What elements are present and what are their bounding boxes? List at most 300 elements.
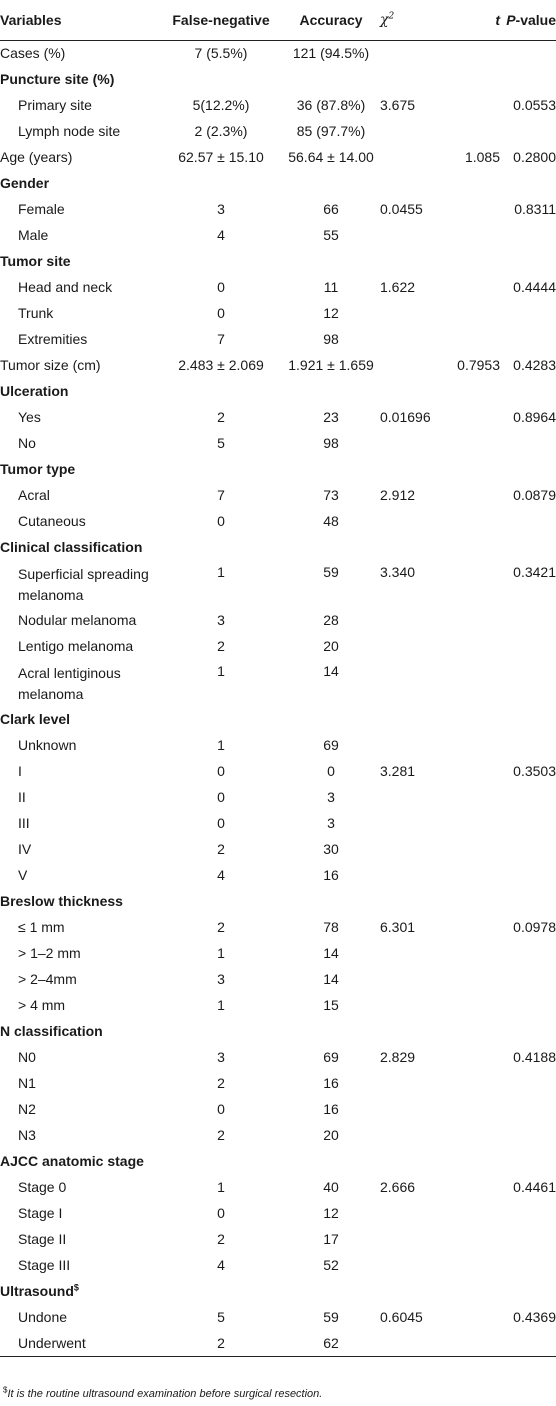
- row-label: [0, 1304, 160, 1330]
- table-row: [0, 144, 556, 170]
- accuracy-cell: 14: [323, 971, 339, 987]
- t-cell: [450, 430, 500, 456]
- section-spacer: [160, 66, 556, 92]
- accuracy-cell: 17: [323, 1231, 339, 1247]
- accuracy-cell: 78: [323, 919, 339, 935]
- chi-square-cell: [380, 40, 450, 66]
- t-cell: [450, 836, 500, 862]
- p-value-cell: [500, 118, 556, 144]
- section-spacer: [160, 1278, 556, 1304]
- table-row: [0, 118, 556, 144]
- chi-square-cell: 3.340: [380, 564, 416, 580]
- t-cell: [450, 1304, 500, 1330]
- chi-square-cell: [380, 784, 450, 810]
- table-row: [0, 1304, 556, 1330]
- t-cell: [450, 810, 500, 836]
- section-row: [0, 456, 556, 482]
- false-negative-cell: 3: [217, 1049, 225, 1065]
- row-label-text: N classification: [0, 1023, 103, 1039]
- p-value-cell: 0.4444: [513, 279, 556, 295]
- false-negative-cell: 0: [217, 763, 225, 779]
- accuracy-cell: 59: [323, 564, 339, 580]
- row-label: [0, 1226, 160, 1252]
- section-spacer: [160, 534, 556, 560]
- chi-square-cell: 3.281: [380, 763, 416, 779]
- row-label-text: Tumor type: [0, 461, 76, 477]
- section-label: [0, 706, 160, 732]
- accuracy-cell: 40: [323, 1179, 339, 1195]
- chi-square-cell: [380, 118, 450, 144]
- false-negative-cell: 2: [217, 841, 225, 857]
- table-row: [0, 862, 556, 888]
- row-label-text: N0: [18, 1049, 36, 1065]
- t-cell: [450, 607, 500, 633]
- row-label-text: Ultrasound: [0, 1283, 74, 1299]
- t-cell: [450, 1096, 500, 1122]
- false-negative-cell: 2: [217, 1127, 225, 1143]
- section-label: [0, 888, 160, 914]
- accuracy-cell: 14: [323, 663, 339, 679]
- section-label: [0, 1018, 160, 1044]
- row-label-text: Tumor site: [0, 253, 71, 269]
- table-row: [0, 300, 556, 326]
- row-label: [0, 1330, 160, 1356]
- row-label-text: Female: [18, 201, 65, 217]
- row-label: [0, 914, 160, 940]
- row-label: [0, 430, 160, 456]
- accuracy-cell: 52: [323, 1257, 339, 1273]
- false-negative-cell: 0: [217, 305, 225, 321]
- footnote-marker: $: [73, 1282, 79, 1293]
- row-label: [0, 508, 160, 534]
- table-row: [0, 1226, 556, 1252]
- row-label-text: Male: [18, 227, 49, 243]
- row-label: [0, 40, 160, 66]
- row-label: [0, 118, 160, 144]
- p-value-cell: [500, 1096, 556, 1122]
- row-label-text: Clark level: [0, 711, 71, 727]
- accuracy-cell: 14: [323, 945, 339, 961]
- row-label: [0, 758, 160, 784]
- row-label-text: Primary site: [18, 97, 92, 113]
- p-value-cell: [500, 1252, 556, 1278]
- row-label: [0, 326, 160, 352]
- t-cell: [450, 940, 500, 966]
- table-row: [0, 992, 556, 1018]
- row-label: [0, 607, 160, 633]
- row-label: [0, 92, 160, 118]
- header-chi-square: [380, 0, 450, 40]
- false-negative-cell: 0: [217, 815, 225, 831]
- row-label-text: Stage I: [18, 1205, 63, 1221]
- false-negative-cell: 0: [217, 513, 225, 529]
- t-cell: [450, 1252, 500, 1278]
- row-label: [0, 966, 160, 992]
- accuracy-cell: 12: [323, 305, 339, 321]
- row-label-text: N3: [18, 1127, 36, 1143]
- chi-square-cell: [380, 508, 450, 534]
- chi-square-cell: 0.6045: [380, 1309, 423, 1325]
- section-row: [0, 248, 556, 274]
- chi-square-cell: [380, 144, 450, 170]
- row-label-text: II: [18, 789, 26, 805]
- p-value-cell: [500, 732, 556, 758]
- section-spacer: [160, 248, 556, 274]
- p-value-cell: 0.4188: [513, 1049, 556, 1065]
- accuracy-cell: 12: [323, 1205, 339, 1221]
- chi-square-cell: [380, 326, 450, 352]
- row-label-text: Trunk: [18, 305, 54, 321]
- row-label-text: Tumor size (cm): [0, 357, 101, 373]
- t-cell: [450, 732, 500, 758]
- section-label: [0, 378, 160, 404]
- row-label-text: N2: [18, 1101, 36, 1117]
- false-negative-cell: 3: [217, 612, 225, 628]
- table-row: [0, 40, 556, 66]
- section-row: [0, 1148, 556, 1174]
- chi-square-cell: 0.01696: [380, 409, 431, 425]
- accuracy-cell: 16: [323, 1101, 339, 1117]
- t-cell: [450, 118, 500, 144]
- false-negative-cell: 1: [217, 945, 225, 961]
- row-label-text: Age (years): [0, 149, 73, 165]
- section-label: [0, 248, 160, 274]
- t-cell: [450, 862, 500, 888]
- row-label: [0, 300, 160, 326]
- accuracy-cell: 1.921 ± 1.659: [288, 357, 374, 373]
- table-row: [0, 1044, 556, 1070]
- row-label: [0, 144, 160, 170]
- t-cell: [450, 633, 500, 659]
- table-row: [0, 914, 556, 940]
- p-value-cell: 0.0879: [513, 487, 556, 503]
- row-label-text: Clinical classification: [0, 539, 143, 555]
- accuracy-cell: 59: [323, 1309, 339, 1325]
- p-value-cell: [500, 1226, 556, 1252]
- accuracy-cell: 56.64 ± 14.00: [288, 149, 374, 165]
- row-label-text: > 1–2 mm: [18, 945, 81, 961]
- row-label: [0, 1044, 160, 1070]
- row-label-text: Stage III: [18, 1257, 71, 1273]
- accuracy-cell: 36 (87.8%): [296, 97, 366, 113]
- chi-square-cell: [380, 732, 450, 758]
- chi-square-cell: 2.829: [380, 1049, 416, 1065]
- t-cell: [450, 1044, 500, 1070]
- p-value-cell: [500, 508, 556, 534]
- false-negative-cell: 5(12.2%): [192, 97, 250, 113]
- false-negative-cell: 4: [217, 1257, 225, 1273]
- p-value-cell: 0.4461: [513, 1179, 556, 1195]
- chi-square-cell: [380, 836, 450, 862]
- p-value-cell: [500, 40, 556, 66]
- row-label-text: AJCC anatomic stage: [0, 1153, 144, 1169]
- row-label: [0, 732, 160, 758]
- t-cell: [450, 758, 500, 784]
- section-spacer: [160, 706, 556, 732]
- table-row: [0, 607, 556, 633]
- accuracy-cell: 16: [323, 867, 339, 883]
- false-negative-cell: 4: [217, 867, 225, 883]
- p-value-cell: [500, 633, 556, 659]
- table-row: [0, 430, 556, 456]
- accuracy-cell: 55: [323, 227, 339, 243]
- row-label-text: Acral lentiginous melanoma: [18, 665, 121, 702]
- false-negative-cell: 1: [217, 997, 225, 1013]
- false-negative-cell: 0: [217, 1205, 225, 1221]
- accuracy-cell: 121 (94.5%): [292, 45, 370, 62]
- t-cell: [450, 40, 500, 66]
- accuracy-cell: 73: [323, 487, 339, 503]
- chi-square-cell: 1.622: [380, 279, 416, 295]
- t-cell: [450, 1174, 500, 1200]
- section-row: [0, 1018, 556, 1044]
- t-cell: [450, 784, 500, 810]
- t-cell: 0.7953: [457, 357, 500, 373]
- t-cell: [450, 914, 500, 940]
- header-t: t: [450, 0, 500, 40]
- row-label-text: Ulceration: [0, 383, 69, 399]
- false-negative-cell: 2 (2.3%): [194, 123, 248, 139]
- table-row: [0, 1200, 556, 1226]
- t-cell: [450, 659, 500, 706]
- p-value-cell: 0.4283: [513, 357, 556, 373]
- accuracy-cell: 16: [323, 1075, 339, 1091]
- false-negative-cell: 7: [217, 487, 225, 503]
- header-variables: Variables: [0, 0, 160, 40]
- chi-superscript: 2: [388, 11, 395, 22]
- p-value-cell: 0.0978: [513, 919, 556, 935]
- p-value-cell: 0.3503: [513, 763, 556, 779]
- section-label: [0, 456, 160, 482]
- accuracy-cell: 62: [282, 1330, 380, 1356]
- accuracy-cell: 3: [327, 815, 335, 831]
- chi-square-cell: [380, 352, 450, 378]
- t-cell: [450, 1330, 500, 1356]
- row-label: [0, 1096, 160, 1122]
- table-row: [0, 1330, 556, 1356]
- row-label-text: N1: [18, 1075, 36, 1091]
- chi-square-cell: 3.675: [380, 97, 416, 113]
- p-value-cell: [500, 1330, 556, 1356]
- false-negative-cell: 7 (5.5%): [194, 45, 248, 62]
- false-negative-cell: 5: [217, 435, 225, 451]
- table-row: [0, 836, 556, 862]
- table-row: [0, 633, 556, 659]
- row-label-text: Acral: [18, 487, 50, 503]
- table-row: [0, 940, 556, 966]
- chi-square-cell: [380, 1226, 450, 1252]
- accuracy-cell: 66: [323, 201, 339, 217]
- section-row: [0, 170, 556, 196]
- table-row: [0, 482, 556, 508]
- p-value-cell: 0.8964: [513, 409, 556, 425]
- false-negative-cell: 1: [217, 663, 225, 679]
- p-value-cell: [500, 992, 556, 1018]
- t-cell: [450, 1070, 500, 1096]
- row-label: [0, 784, 160, 810]
- t-cell: [450, 404, 500, 430]
- p-value-cell: [500, 862, 556, 888]
- t-cell: [450, 482, 500, 508]
- section-label: [0, 1278, 160, 1304]
- table-row: [0, 1070, 556, 1096]
- accuracy-cell: 28: [323, 612, 339, 628]
- false-negative-cell: 1: [217, 564, 225, 580]
- t-cell: 1.085: [464, 149, 500, 165]
- row-label-text: Undone: [18, 1309, 68, 1325]
- chi-square-cell: 0.0455: [380, 201, 423, 217]
- t-cell: [450, 92, 500, 118]
- table-row: [0, 326, 556, 352]
- row-label-text: IV: [18, 841, 32, 857]
- p-value-cell: [500, 607, 556, 633]
- accuracy-cell: 48: [323, 513, 339, 529]
- header-row: [0, 0, 556, 40]
- p-value-cell: [500, 1200, 556, 1226]
- chi-square-cell: [380, 222, 450, 248]
- row-label-text: Superficial spreading melanoma: [18, 566, 149, 603]
- false-negative-cell: 0: [217, 789, 225, 805]
- false-negative-cell: 1: [217, 737, 225, 753]
- row-label-text: Lymph node site: [18, 123, 121, 139]
- row-label: [0, 836, 160, 862]
- chi-square-cell: 6.301: [380, 919, 416, 935]
- p-value-cell: [500, 326, 556, 352]
- accuracy-cell: 0: [327, 763, 335, 779]
- p-value-cell: [500, 1070, 556, 1096]
- p-value-cell: [500, 940, 556, 966]
- p-value-cell: [500, 836, 556, 862]
- row-label-text: Yes: [18, 409, 41, 425]
- row-label: [0, 196, 160, 222]
- false-negative-cell: 0: [217, 1101, 225, 1117]
- section-row: [0, 534, 556, 560]
- row-label: [0, 560, 160, 607]
- chi-square-cell: [380, 992, 450, 1018]
- section-label: [0, 66, 160, 92]
- false-negative-cell: 3: [217, 201, 225, 217]
- accuracy-cell: 69: [323, 1049, 339, 1065]
- chi-square-cell: [380, 300, 450, 326]
- row-label: [0, 404, 160, 430]
- row-label: [0, 862, 160, 888]
- footnote-symbol: $: [3, 1385, 8, 1395]
- row-label-text: III: [18, 815, 30, 831]
- row-label-text: Stage II: [18, 1231, 67, 1247]
- t-cell: [450, 274, 500, 300]
- table-row: [0, 732, 556, 758]
- accuracy-cell: 15: [323, 997, 339, 1013]
- row-label: [0, 1070, 160, 1096]
- false-negative-cell: 4: [217, 227, 225, 243]
- accuracy-cell: 98: [323, 331, 339, 347]
- chi-square-cell: 2.666: [380, 1179, 416, 1195]
- row-label: [0, 482, 160, 508]
- header-accuracy: Accuracy: [282, 0, 380, 40]
- accuracy-cell: 11: [323, 279, 339, 295]
- table-row: [0, 196, 556, 222]
- row-label: [0, 222, 160, 248]
- chi-symbol: χ: [380, 11, 389, 28]
- table-row: [0, 1122, 556, 1148]
- header-false-negative: False-negative: [160, 0, 282, 40]
- section-spacer: [160, 170, 556, 196]
- chi-square-cell: 2.912: [380, 487, 416, 503]
- t-cell: [450, 222, 500, 248]
- false-negative-cell: 2: [217, 1075, 225, 1091]
- p-value-cell: [500, 300, 556, 326]
- t-cell: [450, 326, 500, 352]
- row-label-text: Cases (%): [0, 45, 66, 62]
- row-label-text: Breslow thickness: [0, 893, 123, 909]
- p-value-cell: [500, 659, 556, 706]
- table-row: [0, 1096, 556, 1122]
- table-row: [0, 784, 556, 810]
- p-value-cell: 0.4369: [513, 1309, 556, 1325]
- chi-square-cell: [380, 1070, 450, 1096]
- p-value-cell: 0.2800: [513, 149, 556, 165]
- table-row: [0, 222, 556, 248]
- p-value-cell: 0.8311: [514, 201, 556, 217]
- t-cell: [450, 300, 500, 326]
- p-value-cell: [500, 966, 556, 992]
- p-value-cell: [500, 430, 556, 456]
- row-label-text: ≤ 1 mm: [18, 919, 65, 935]
- row-label-text: Gender: [0, 175, 50, 191]
- row-label-text: Puncture site (%): [0, 71, 115, 87]
- false-negative-cell: 7: [217, 331, 225, 347]
- false-negative-cell: 2: [217, 409, 225, 425]
- p-value-cell: [500, 1122, 556, 1148]
- row-label-text: Head and neck: [18, 279, 113, 295]
- accuracy-cell: 69: [323, 737, 339, 753]
- accuracy-cell: 3: [327, 789, 335, 805]
- section-row: [0, 706, 556, 732]
- false-negative-cell: 2: [217, 919, 225, 935]
- p-value-cell: [500, 222, 556, 248]
- row-label: [0, 1200, 160, 1226]
- accuracy-cell: 98: [323, 435, 339, 451]
- t-cell: [450, 992, 500, 1018]
- chi-square-cell: [380, 1096, 450, 1122]
- p-value-cell: 0.0553: [513, 97, 556, 113]
- chi-square-cell: [380, 1252, 450, 1278]
- t-cell: [450, 196, 500, 222]
- row-label-text: Cutaneous: [18, 513, 86, 529]
- false-negative-cell: 3: [217, 971, 225, 987]
- row-label-text: > 4 mm: [18, 997, 66, 1013]
- row-label: [0, 659, 160, 706]
- row-label: [0, 633, 160, 659]
- row-label-text: Unknown: [18, 737, 77, 753]
- section-spacer: [160, 888, 556, 914]
- accuracy-cell: 20: [323, 638, 339, 654]
- section-spacer: [160, 456, 556, 482]
- table-row: [0, 508, 556, 534]
- p-value-cell: [500, 810, 556, 836]
- false-negative-cell: 1: [217, 1179, 225, 1195]
- footnote-text: It is the routine ultrasound examination before surgical resection.: [7, 1388, 323, 1400]
- table-body: [0, 40, 556, 1356]
- row-label: [0, 940, 160, 966]
- table-row: [0, 758, 556, 784]
- row-label-text: Stage 0: [18, 1179, 67, 1195]
- chi-square-cell: [380, 1330, 450, 1356]
- chi-square-cell: [380, 862, 450, 888]
- accuracy-cell: 85 (97.7%): [296, 123, 366, 139]
- t-cell: [450, 1200, 500, 1226]
- section-label: [0, 534, 160, 560]
